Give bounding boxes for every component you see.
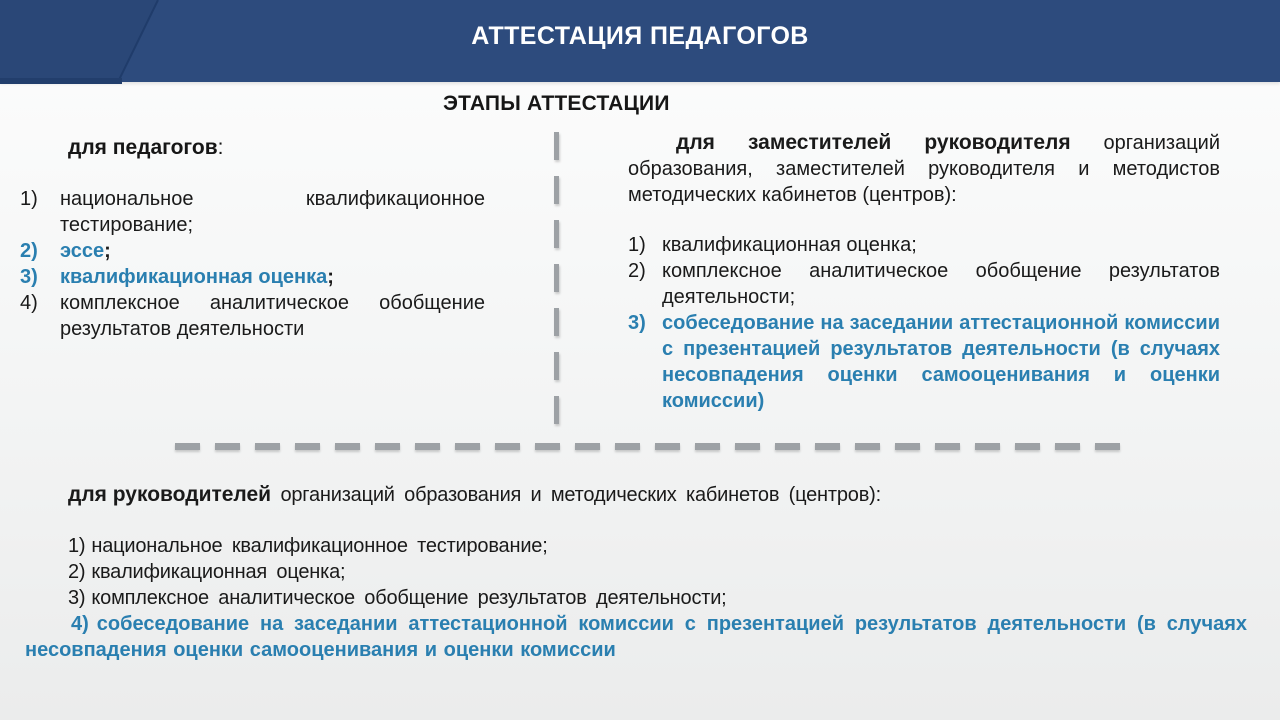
heads-heading-rest: организаций образования и методических кабинетов (центров): (271, 484, 881, 506)
vertical-dashed-divider (554, 132, 559, 428)
heads-item-1 (68, 533, 727, 559)
item-number: 3) (20, 266, 38, 288)
heads-heading-bold: для руководителей (68, 483, 272, 506)
item-number: 3) (628, 312, 646, 334)
teachers-item-4 (20, 290, 485, 342)
deputies-heading-rest: организаций образования, заместителей руководителя и методистов методических кабинетов (центров): (628, 132, 1221, 206)
teachers-item-1 (20, 186, 485, 238)
teachers-item-3 (20, 264, 485, 290)
item-number: 1) (20, 188, 38, 210)
item-text: комплексное аналитическое обобщение результатов деятельности; (91, 587, 727, 609)
teachers-heading-colon: : (217, 136, 224, 159)
item-text: квалификационная оценка (60, 266, 328, 288)
item-number: 2) (20, 240, 38, 262)
item-text: комплексное аналитическое обобщение результатов деятельности; (662, 260, 1220, 308)
item-number: 2) (68, 561, 86, 583)
horizontal-dashed-divider (175, 443, 1135, 450)
item-text: квалификационная оценка; (91, 561, 346, 583)
section-subtitle: ЭТАПЫ АТТЕСТАЦИИ (443, 92, 670, 115)
item-text: комплексное аналитическое обобщение результатов деятельности (60, 292, 485, 340)
item-text: квалификационная оценка; (662, 234, 917, 256)
heads-item-2 (68, 559, 727, 585)
item-text: эссе (60, 240, 105, 262)
item-number: 3) (68, 587, 86, 609)
deputies-heading-bold: для заместителей руководителя (676, 131, 1071, 154)
deputies-item-3 (628, 310, 1220, 414)
item-suffix: ; (327, 266, 334, 288)
item-number: 1) (68, 535, 86, 557)
item-text: национальное квалификационное тестирование; (91, 535, 548, 557)
item-number: 4) (20, 292, 38, 314)
deputies-heading (628, 130, 1220, 208)
heads-item-4 (25, 611, 1247, 663)
teachers-heading (68, 136, 223, 160)
slide-title: АТТЕСТАЦИЯ ПЕДАГОГОВ (471, 22, 809, 50)
item-text: национальное квалификационное тестирование; (60, 188, 485, 236)
item-suffix: ; (104, 240, 111, 262)
teachers-heading-bold: для педагогов (68, 136, 218, 159)
item-number: 1) (628, 234, 646, 256)
teachers-item-2 (20, 238, 485, 264)
heads-item-3 (68, 585, 727, 611)
heads-heading (68, 482, 881, 508)
deputies-item-2 (628, 258, 1220, 310)
header-left-edge-strip (0, 78, 122, 84)
item-text: собеседование на заседании аттестационной комиссии с презентацией результатов деятельности (в случаях несовпадения оценки самооценивания и оценки комиссии (25, 613, 1247, 661)
deputies-list (628, 232, 1220, 414)
item-number: 4) (71, 613, 89, 635)
item-text: собеседование на заседании аттестационной комиссии с презентацией результатов деятельности (в случаях несовпадения оценки самооценивания и оценки комиссии) (662, 312, 1220, 412)
deputies-item-1 (628, 232, 1220, 258)
heads-list (68, 533, 727, 611)
header-bar (0, 0, 1280, 82)
teachers-list (20, 186, 485, 342)
item-number: 2) (628, 260, 646, 282)
